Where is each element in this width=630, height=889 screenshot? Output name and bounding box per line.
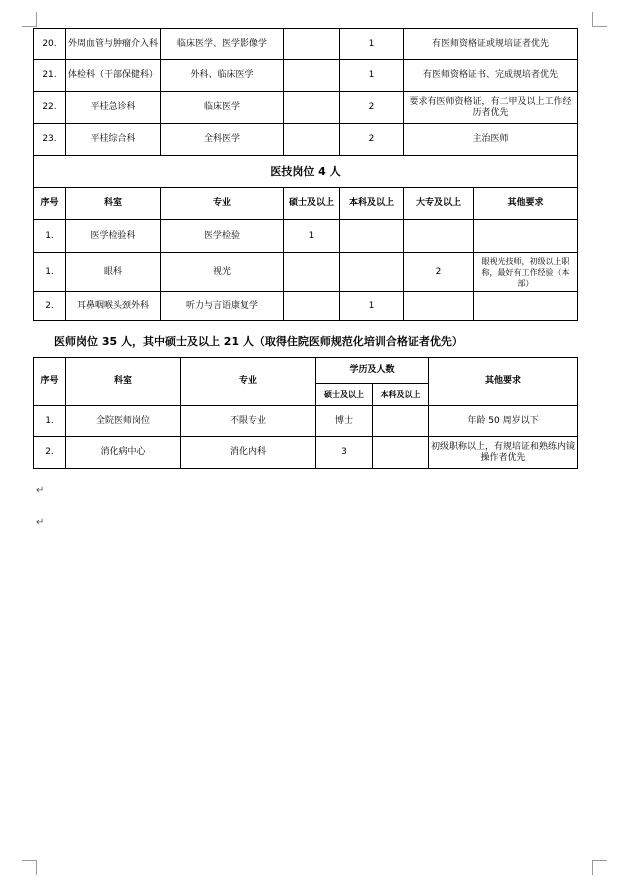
count-cell: 1 [340, 292, 404, 321]
crop-mark-top-right [592, 12, 607, 27]
count-cell: 1 [340, 29, 404, 60]
count-cell [284, 292, 340, 321]
count-cell [284, 124, 340, 156]
row-number: 1. [34, 406, 66, 437]
dept-cell: 外周血管与肿瘤介入科 [66, 29, 161, 60]
row-number: 21. [34, 60, 66, 92]
header-major: 专业 [161, 188, 284, 220]
paragraph-mark-icon: ↵ [36, 517, 45, 528]
count-cell: 1 [284, 220, 340, 253]
crop-mark-bottom-right [592, 860, 607, 875]
table-row [34, 292, 578, 321]
requirement-cell: 初级职称以上，有规培证和熟练内镜操作者优先 [429, 437, 578, 469]
requirement-cell [474, 292, 578, 321]
count-cell: 2 [340, 92, 404, 124]
count-cell: 3 [316, 437, 373, 469]
section-title: 医技岗位 4 人 [34, 156, 578, 188]
header-requirement: 其他要求 [474, 188, 578, 220]
dept-cell: 消化病中心 [66, 437, 181, 469]
header-dept: 科室 [66, 188, 161, 220]
requirement-cell: 有医师资格证或规培证者优先 [404, 29, 578, 60]
count-cell [404, 292, 474, 321]
count-cell: 2 [404, 253, 474, 292]
major-cell: 不限专业 [181, 406, 316, 437]
row-number: 2. [34, 292, 66, 321]
count-cell [284, 92, 340, 124]
crop-mark-top-left [22, 12, 37, 27]
header-requirement: 其他要求 [429, 358, 578, 406]
dept-cell: 体检科（干部保健科） [66, 60, 161, 92]
section-title-row [34, 156, 578, 188]
table-2 [33, 357, 578, 469]
count-cell: 博士 [316, 406, 373, 437]
table-header-row [34, 358, 578, 384]
count-cell [284, 29, 340, 60]
count-cell [373, 406, 429, 437]
crop-mark-bottom-left [22, 860, 37, 875]
count-cell [404, 220, 474, 253]
header-bachelor: 本科及以上 [340, 188, 404, 220]
header-no: 序号 [34, 188, 66, 220]
header-no: 序号 [34, 358, 66, 406]
requirement-cell: 眼视光技师，初级以上职称，最好有工作经验（本部） [474, 253, 578, 292]
major-cell: 临床医学、医学影像学 [161, 29, 284, 60]
table-row [34, 124, 578, 156]
dept-cell: 眼科 [66, 253, 161, 292]
table-row [34, 60, 578, 92]
header-master: 硕士及以上 [284, 188, 340, 220]
count-cell [284, 253, 340, 292]
header-education: 学历及人数 [316, 358, 429, 384]
count-cell [284, 60, 340, 92]
requirement-cell: 有医师资格证书、完成规培者优先 [404, 60, 578, 92]
count-cell [340, 253, 404, 292]
requirement-cell: 年龄 50 周岁以下 [429, 406, 578, 437]
row-number: 1. [34, 253, 66, 292]
major-cell: 消化内科 [181, 437, 316, 469]
header-major: 专业 [181, 358, 316, 406]
major-cell: 全科医学 [161, 124, 284, 156]
requirement-cell: 主治医师 [404, 124, 578, 156]
table-row [34, 29, 578, 60]
header-bachelor: 本科及以上 [373, 384, 429, 406]
major-cell: 临床医学 [161, 92, 284, 124]
table-row [34, 253, 578, 292]
table-row [34, 437, 578, 469]
requirement-cell: 要求有医师资格证，有二甲及以上工作经历者优先 [404, 92, 578, 124]
major-cell: 视光 [161, 253, 284, 292]
header-college: 大专及以上 [404, 188, 474, 220]
requirement-cell [474, 220, 578, 253]
section-heading: 医师岗位 35 人，其中硕士及以上 21 人（取得住院医师规范化培训合格证者优先） [54, 335, 463, 348]
count-cell: 1 [340, 60, 404, 92]
dept-cell: 全院医师岗位 [66, 406, 181, 437]
row-number: 1. [34, 220, 66, 253]
header-master: 硕士及以上 [316, 384, 373, 406]
table-header-row [34, 188, 578, 220]
row-number: 23. [34, 124, 66, 156]
dept-cell: 平桂综合科 [66, 124, 161, 156]
count-cell [340, 220, 404, 253]
paragraph-mark-icon: ↵ [36, 485, 45, 496]
major-cell: 听力与言语康复学 [161, 292, 284, 321]
dept-cell: 耳鼻咽喉头颈外科 [66, 292, 161, 321]
table-row [34, 220, 578, 253]
dept-cell: 平桂急诊科 [66, 92, 161, 124]
major-cell: 外科、临床医学 [161, 60, 284, 92]
table-row [34, 92, 578, 124]
row-number: 2. [34, 437, 66, 469]
table-row [34, 406, 578, 437]
row-number: 22. [34, 92, 66, 124]
major-cell: 医学检验 [161, 220, 284, 253]
row-number: 20. [34, 29, 66, 60]
header-dept: 科室 [66, 358, 181, 406]
count-cell: 2 [340, 124, 404, 156]
count-cell [373, 437, 429, 469]
table-1 [33, 28, 578, 321]
dept-cell: 医学检验科 [66, 220, 161, 253]
